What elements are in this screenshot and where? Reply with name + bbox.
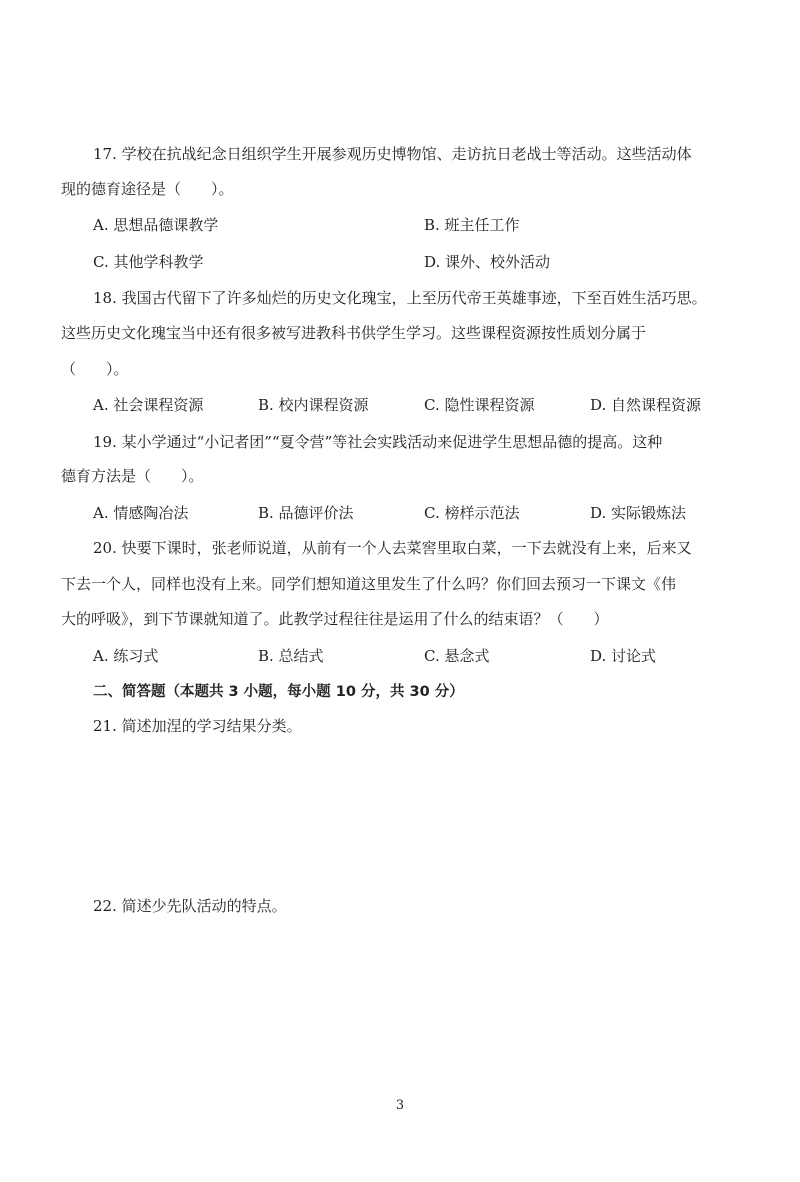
q19-option-d: D. 实际锻炼法 (590, 504, 687, 522)
q18-option-a: A. 社会课程资源 (93, 396, 204, 414)
q17-option-a: A. 思想品德课教学 (93, 216, 219, 234)
q20-stem-line-2: 下去一个人，同样也没有上来。同学们想知道这里发生了什么吗？你们回去预习一下课文《伟 (61, 575, 677, 593)
q17-stem-line-1: 17. 学校在抗战纪念日组织学生开展参观历史博物馆、走访抗日老战士等活动。这些活动体 (93, 145, 692, 163)
q17-option-c: C. 其他学科教学 (93, 253, 204, 271)
q19-option-c: C. 榜样示范法 (424, 504, 520, 522)
q22-stem: 22. 简述少先队活动的特点。 (93, 897, 287, 915)
page-number: 3 (395, 1098, 405, 1113)
q20-option-d: D. 讨论式 (590, 647, 657, 665)
q17-option-d: D. 课外、校外活动 (424, 253, 551, 271)
q19-stem-line-1: 19. 某小学通过“小记者团”“夏令营”等社会实践活动来促进学生思想品德的提高。这种 (93, 433, 663, 451)
section-2-heading: 二、简答题（本题共 3 小题，每小题 10 分，共 30 分） (93, 684, 464, 700)
q17-option-b: B. 班主任工作 (424, 216, 520, 234)
q19-option-b: B. 品德评价法 (258, 504, 354, 522)
q18-option-c: C. 隐性课程资源 (424, 396, 535, 414)
q20-stem-line-3: 大的呼吸》，到下节课就知道了。此教学过程往往是运用了什么的结束语？（ ） (61, 610, 609, 628)
q17-stem-line-2: 现的德育途径是（ ）。 (61, 180, 234, 198)
q20-stem-line-1: 20. 快要下课时，张老师说道，从前有一个人去菜窖里取白菜，一下去就没有上来，后来又 (93, 539, 692, 557)
q18-option-b: B. 校内课程资源 (258, 396, 369, 414)
q19-option-a: A. 情感陶冶法 (93, 504, 189, 522)
q21-stem: 21. 简述加涅的学习结果分类。 (93, 717, 302, 735)
q18-stem-line-2: 这些历史文化瑰宝当中还有很多被写进教科书供学生学习。这些课程资源按性质划分属于 (61, 324, 647, 342)
q18-option-d: D. 自然课程资源 (590, 396, 702, 414)
q19-stem-line-2: 德育方法是（ ）。 (61, 467, 204, 485)
q20-option-a: A. 练习式 (93, 647, 159, 665)
q18-stem-line-3: （ ）。 (61, 360, 129, 378)
q18-stem-line-1: 18. 我国古代留下了许多灿烂的历史文化瑰宝，上至历代帝王英雄事迹，下至百姓生活巧思。 (93, 289, 707, 307)
q20-option-b: B. 总结式 (258, 647, 324, 665)
q20-option-c: C. 悬念式 (424, 647, 490, 665)
